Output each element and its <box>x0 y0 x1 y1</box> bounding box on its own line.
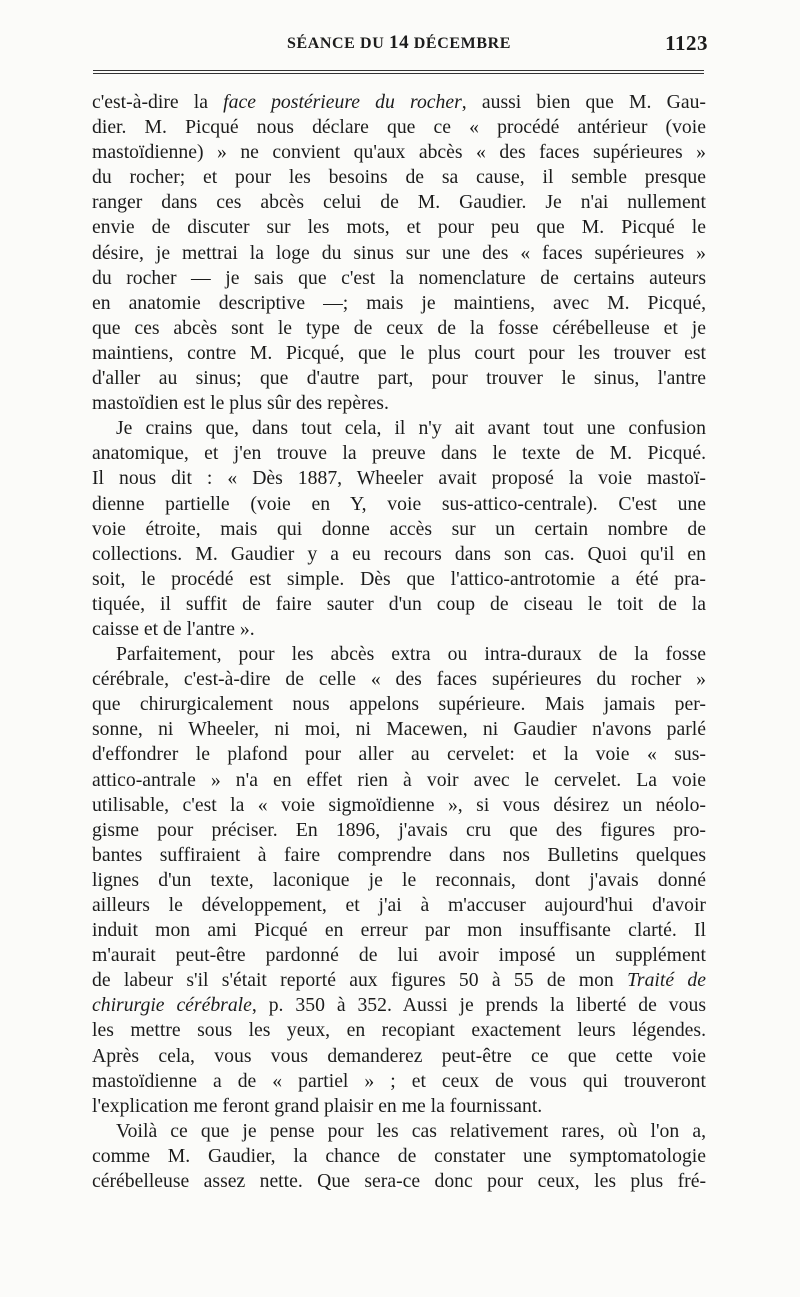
text-line <box>92 1094 706 1119</box>
text-segment: bantes suffiraient à faire comprendre dans nos Bulletins quelques <box>92 843 706 866</box>
page-number: 1123 <box>665 31 708 55</box>
text-segment: cérébelleuse assez nette. Que sera-ce donc pour ceux, les plus fré- <box>92 1170 706 1193</box>
header-rule <box>93 70 704 71</box>
text-line <box>92 717 706 742</box>
header-title-day: 14 <box>388 32 410 53</box>
italic-text: Traité de <box>627 969 706 992</box>
text-segment: du rocher — je sais que c'est la nomenclature de certains auteurs <box>92 266 706 289</box>
text-segment: sonne, ni Wheeler, ni moi, ni Macewen, ni Gaudier n'avons parlé <box>92 718 706 741</box>
text-segment: induit mon ami Picqué en erreur par mon insuffisante clarté. Il <box>92 919 706 942</box>
text-segment: dier. M. Picqué nous déclare que ce « procédé antérieur (voie <box>92 116 706 139</box>
text-line <box>92 466 706 491</box>
text-line <box>92 818 706 843</box>
text-segment: , p. 350 à 352. Aussi je prends la liberté de vous <box>251 994 706 1017</box>
header-title-post: DÉCEMBRE <box>409 35 512 52</box>
text-line <box>92 968 706 993</box>
text-line <box>92 416 706 441</box>
text-segment: anatomique, et j'en trouve la preuve dans le texte de M. Picqué. <box>92 442 706 465</box>
text-segment: voie étroite, mais qui donne accès sur un certain nombre de <box>92 517 706 540</box>
text-segment: en anatomie descriptive —; mais je maintiens, avec M. Picqué, <box>92 291 706 314</box>
header-title-pre: SÉANCE DU <box>286 35 389 52</box>
text-line <box>92 943 706 968</box>
text-segment: comme M. Gaudier, la chance de constater une symptomatologie <box>92 1144 706 1167</box>
text-line <box>92 642 706 667</box>
text-segment: de labeur s'il s'était reporté aux figures 50 à 55 de mon <box>92 969 628 992</box>
text-line <box>92 215 706 240</box>
text-segment: les mettre sous les yeux, en recopiant exactement leurs légendes. <box>92 1019 706 1042</box>
text-line <box>92 441 706 466</box>
text-line <box>92 1144 706 1169</box>
text-segment: c'est-à-dire la <box>92 91 224 113</box>
text-line <box>92 843 706 868</box>
text-segment: Il nous dit : « Dès 1887, Wheeler avait proposé la voie mastoï- <box>92 467 706 490</box>
text-line <box>92 868 706 893</box>
text-segment: gisme pour préciser. En 1896, j'avais cru que des figures pro- <box>92 818 706 841</box>
text-segment: collections. M. Gaudier y a eu recours dans son cas. Quoi qu'il en <box>92 542 706 565</box>
text-segment: caisse et de l'antre ». <box>92 617 255 640</box>
text-segment: envie de discuter sur les mots, et pour peu que M. Picqué le <box>92 216 706 239</box>
text-segment: ranger dans ces abcès celui de M. Gaudier. Je n'ai nullement <box>92 191 706 214</box>
text-line <box>92 291 706 316</box>
text-segment: que chirurgicalement nous appelons supérieure. Mais jamais per- <box>92 693 706 716</box>
text-segment: mastoïdien est le plus sûr des repères. <box>92 392 389 415</box>
text-line <box>92 793 706 818</box>
header-title <box>90 32 708 54</box>
text-line <box>92 893 706 918</box>
text-line <box>92 592 706 617</box>
text-line <box>92 542 706 567</box>
text-segment: que ces abcès sont le type de ceux de la fosse cérébelleuse et je <box>92 316 706 339</box>
text-segment: Voilà ce que je pense pour les cas relativement rares, où l'on a, <box>116 1119 706 1142</box>
text-segment: attico-antrale » n'a en effet rien à voir avec le cervelet. La voie <box>92 768 706 791</box>
text-line <box>92 1119 706 1144</box>
text-line <box>92 1044 706 1069</box>
text-line <box>92 768 706 793</box>
header-rule-secondary <box>93 73 704 74</box>
text-line <box>92 115 706 140</box>
text-segment: Parfaitement, pour les abcès extra ou intra-duraux de la fosse <box>116 643 706 666</box>
text-line <box>92 366 706 391</box>
text-line <box>92 341 706 366</box>
text-line <box>92 667 706 692</box>
italic-text: chirurgie cérébrale <box>92 994 252 1017</box>
text-segment: cérébrale, c'est-à-dire de celle « des faces supérieures du rocher » <box>92 668 706 691</box>
text-segment: ailleurs le développement, et j'ai à m'accuser aujourd'hui d'avoir <box>92 894 706 916</box>
text-segment: désire, je mettrai la loge du sinus sur une des « faces supérieures » <box>92 241 706 264</box>
text-line <box>92 1169 706 1194</box>
text-line <box>92 90 706 115</box>
text-line <box>92 692 706 717</box>
text-segment: d'effondrer le plafond pour aller au cervelet: et la voie « sus- <box>92 743 706 766</box>
running-header <box>90 32 708 62</box>
text-segment: tiquée, il suffit de faire sauter d'un coup de ciseau le toit de la <box>92 592 706 615</box>
text-segment: Je crains que, dans tout cela, il n'y ait avant tout une confusion <box>116 417 706 440</box>
text-segment: maintiens, contre M. Picqué, que le plus court pour les trouver est <box>92 341 706 364</box>
body-text <box>92 90 706 1194</box>
text-line <box>92 492 706 517</box>
text-segment: Après cela, vous vous demanderez peut-être ce que cette voie <box>92 1044 706 1067</box>
text-line <box>92 742 706 767</box>
text-segment: dienne partielle (voie en Y, voie sus-attico-centrale). C'est une <box>92 492 706 515</box>
text-segment: mastoïdienne) » ne convient qu'aux abcès « des faces supérieures » <box>92 141 706 164</box>
text-segment: soit, le procédé est simple. Dès que l'attico-antrotomie a été pra- <box>92 567 706 590</box>
text-segment: d'aller au sinus; que d'autre part, pour trouver le sinus, l'antre <box>92 367 706 390</box>
text-line <box>92 165 706 190</box>
text-segment: , aussi bien que M. Gau- <box>461 91 706 113</box>
text-line <box>92 918 706 943</box>
text-line <box>92 241 706 266</box>
text-segment: du rocher; et pour les besoins de sa cause, il semble presque <box>92 166 706 189</box>
text-line <box>92 567 706 592</box>
text-line <box>92 617 706 642</box>
text-line <box>92 190 706 215</box>
text-segment: l'explication me feront grand plaisir en me la fournissant. <box>92 1094 543 1117</box>
text-segment: lignes d'un texte, laconique je le reconnais, dont j'avais donné <box>92 868 706 891</box>
text-line <box>92 517 706 542</box>
text-line <box>92 1018 706 1043</box>
text-line <box>92 316 706 341</box>
text-line <box>92 993 706 1018</box>
text-segment: mastoïdienne a de « partiel » ; et ceux de vous qui trouveront <box>92 1069 706 1092</box>
text-line <box>92 391 706 416</box>
italic-text: face postérieure du rocher <box>223 91 462 113</box>
text-line <box>92 140 706 165</box>
text-line <box>92 1069 706 1094</box>
text-line <box>92 266 706 291</box>
text-segment: m'aurait peut-être pardonné de lui avoir imposé un supplément <box>92 944 706 967</box>
text-segment: utilisable, c'est la « voie sigmoïdienne », si vous désirez un néolo- <box>92 793 706 816</box>
